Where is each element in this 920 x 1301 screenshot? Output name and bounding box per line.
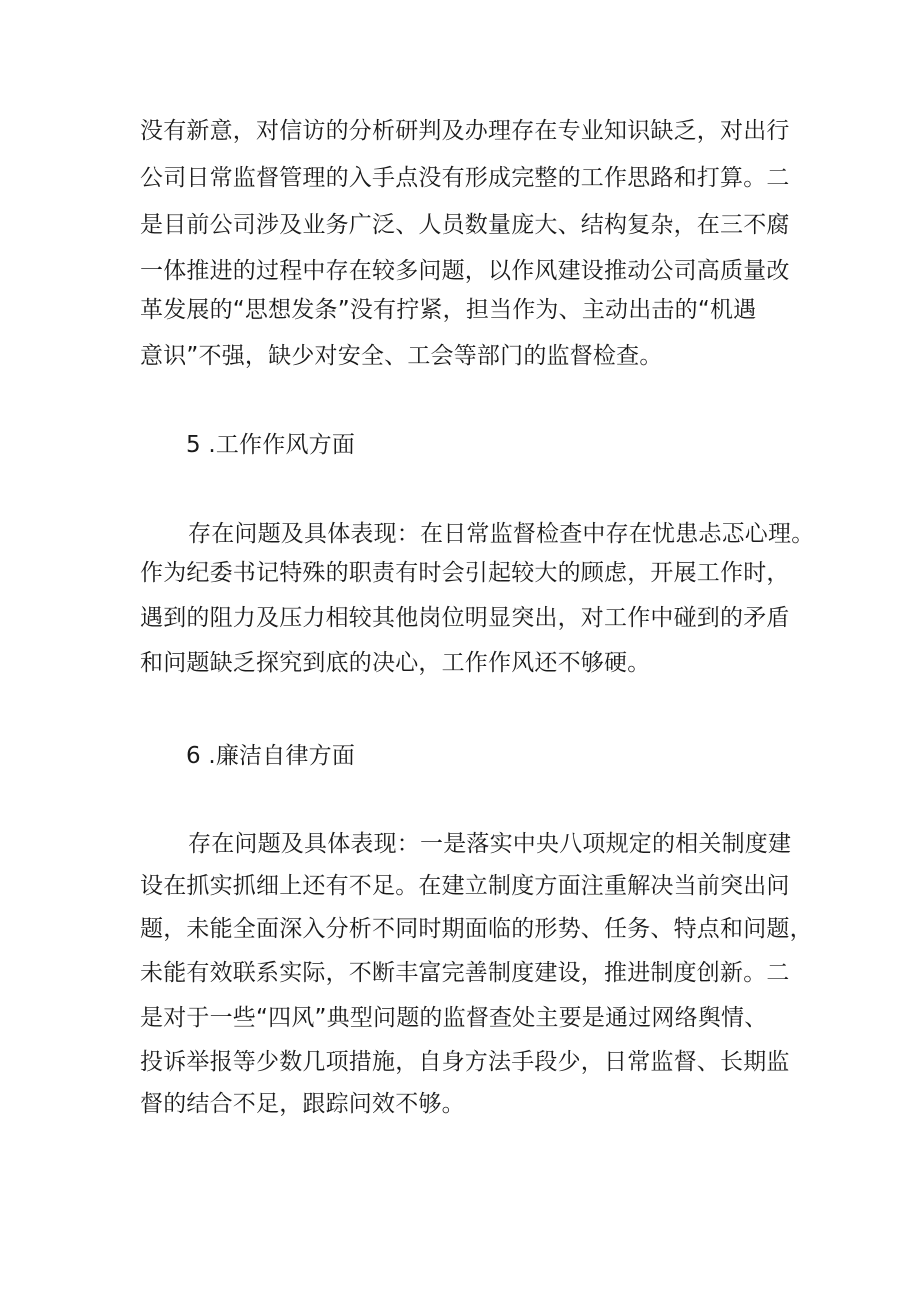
paragraph-line: 题，未能全面深入分析不同时期面临的形势、任务、特点和问题， xyxy=(140,916,813,942)
paragraph-line: 存在问题及具体表现：一是落实中央八项规定的相关制度建 xyxy=(188,831,792,857)
paragraph-line: 存在问题及具体表现：在日常监督检查中存在忧患忐忑心理。 xyxy=(188,521,815,547)
paragraph-line: 是对于一些“四风”典型问题的监督查处主要是通过网络舆情、 xyxy=(140,1005,768,1031)
paragraph-line: 设在抓实抓细上还有不足。在建立制度方面注重解决当前突出问 xyxy=(140,873,790,899)
paragraph-line: 投诉举报等少数几项措施，自身方法手段少，日常监督、长期监 xyxy=(140,1049,790,1075)
paragraph-line: 遇到的阻力及压力相较其他岗位明显突出，对工作中碰到的矛盾 xyxy=(140,605,790,631)
paragraph-line: 意识”不强，缺少对安全、工会等部门的监督检查。 xyxy=(140,343,663,369)
paragraph-line: 革发展的“思想发条”没有拧紧，担当作为、主动出击的“机遇 xyxy=(140,297,757,323)
paragraph-line: 督的结合不足，跟踪问效不够。 xyxy=(140,1091,465,1117)
paragraph-line: 一体推进的过程中存在较多问题，以作风建设推动公司高质量改 xyxy=(140,258,790,284)
paragraph-line: 是目前公司涉及业务广泛、人员数量庞大、结构复杂，在三不腐 xyxy=(140,212,790,238)
section-heading: 5 .工作作风方面 xyxy=(186,432,356,458)
paragraph-line: 未能有效联系实际，不断丰富完善制度建设，推进制度创新。二 xyxy=(140,960,790,986)
paragraph-line: 作为纪委书记特殊的职责有时会引起较大的顾虑，开展工作时， xyxy=(140,560,790,586)
paragraph-line: 公司日常监督管理的入手点没有形成完整的工作思路和打算。二 xyxy=(140,165,790,191)
paragraph-line: 和问题缺乏探究到底的决心，工作作风还不够硬。 xyxy=(140,650,651,676)
paragraph-line: 没有新意，对信访的分析研判及办理存在专业知识缺乏，对出行 xyxy=(140,118,790,144)
section-heading: 6 .廉洁自律方面 xyxy=(186,743,356,769)
